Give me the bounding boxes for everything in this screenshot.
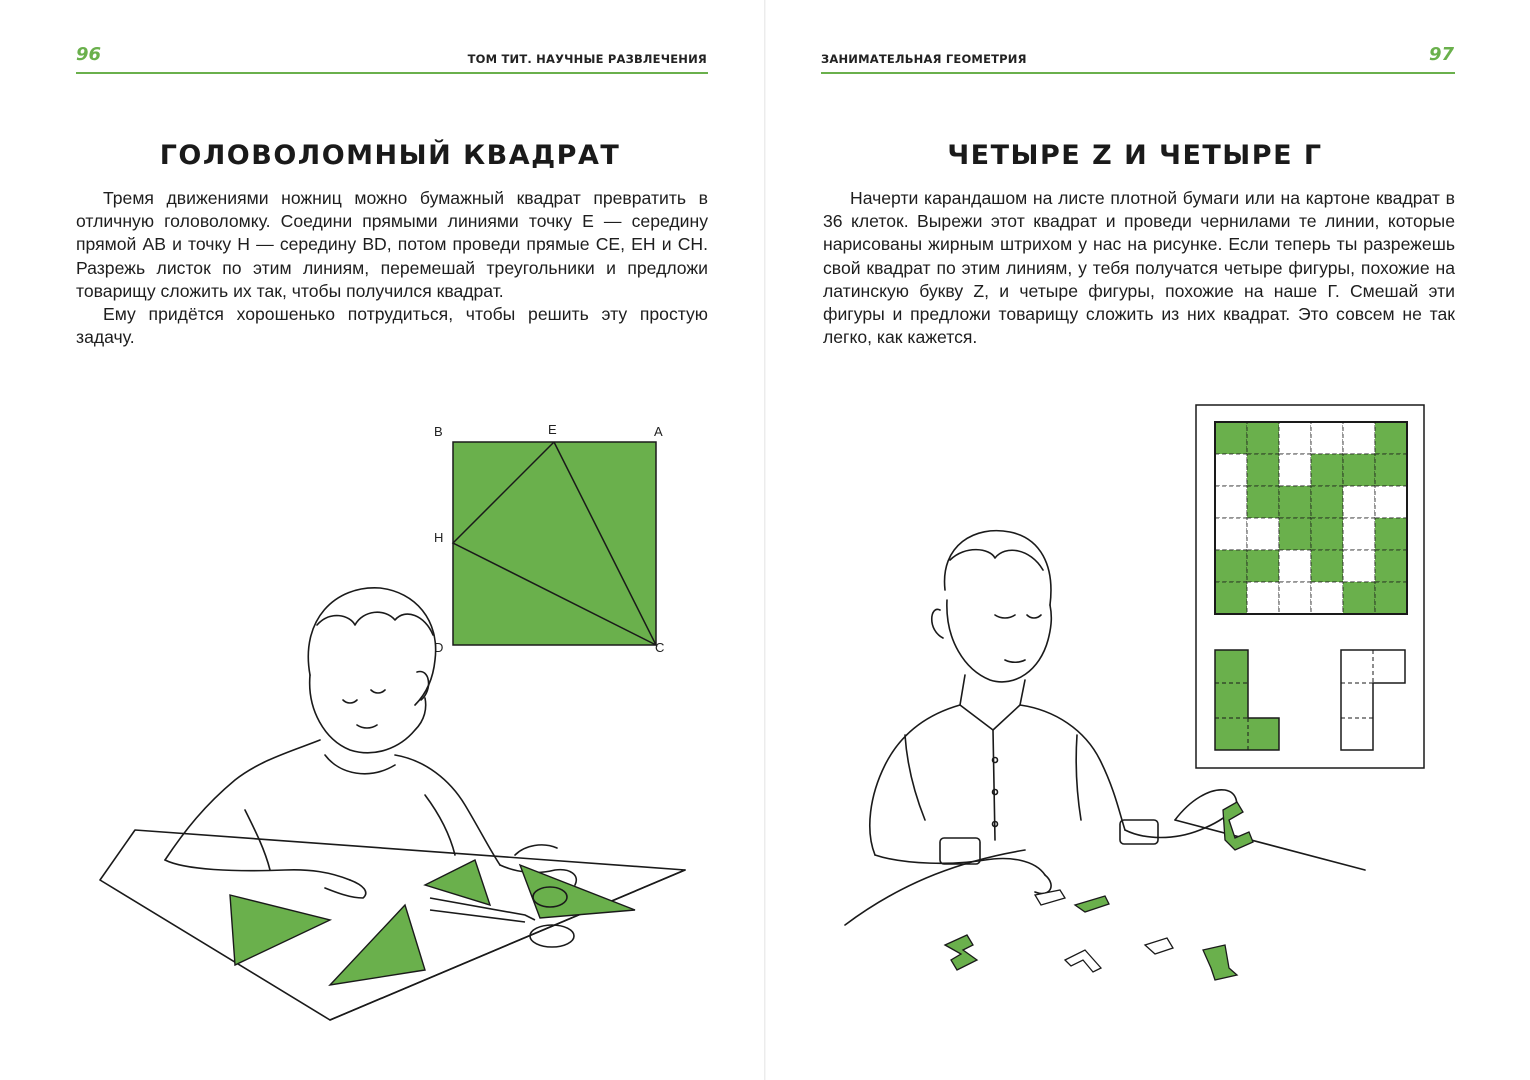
grid-cell bbox=[1375, 582, 1407, 614]
paragraph: Начерти карандашом на листе плотной бумаги или на картоне квадрат в 36 клеток. Вырежи этот квадрат и проведи чернилами те линии, которые нарисованы жирным штрихом у нас на рисунке. Если теперь ты разрежешь свой квадрат по этим линиям, у тебя получатся четыре фигуры, похожие на латинскую букву Z, и четыре фигуры, похожие на наше Г. Смешай эти фигуры и предложи товарищу сложить из них квадрат. Это совсем не так легко, как кажется. bbox=[823, 188, 1455, 348]
boy-with-z-pieces-illustration bbox=[845, 520, 1365, 980]
label-a: A bbox=[654, 424, 663, 439]
boy-with-triangles-illustration bbox=[95, 580, 695, 1025]
grid-cell bbox=[1311, 486, 1343, 518]
label-b: B bbox=[434, 424, 443, 439]
paragraph: Ему придётся хорошенько потрудиться, чтобы решить эту простую задачу. bbox=[76, 304, 708, 348]
label-d: D bbox=[434, 640, 444, 655]
grid-cell bbox=[1215, 486, 1247, 518]
grid-cell bbox=[1343, 422, 1375, 454]
article-body bbox=[76, 187, 708, 349]
grid-cell bbox=[1279, 454, 1311, 486]
grid-cell bbox=[1215, 454, 1247, 486]
header-rule bbox=[76, 72, 708, 74]
article-body bbox=[823, 187, 1455, 349]
header-rule bbox=[821, 72, 1455, 74]
grid-cell bbox=[1375, 518, 1407, 550]
running-head: ТОМ ТИТ. НАУЧНЫЕ РАЗВЛЕЧЕНИЯ bbox=[467, 52, 707, 66]
grid-cell bbox=[1343, 454, 1375, 486]
grid-cell bbox=[1343, 486, 1375, 518]
label-c: C bbox=[655, 640, 665, 655]
paragraph: Тремя движениями ножниц можно бумажный квадрат превратить в отличную головоломку. Соедини прямыми линиями точку E — середину прямой AB и точку H — середину BD, потом проведи прямые CE, EH и CH. Разрежь листок по этим линиям, перемешай треугольники и предложи товарищу сложить их так, чтобы получился квадрат. bbox=[76, 188, 708, 301]
running-head: ЗАНИМАТЕЛЬНАЯ ГЕОМЕТРИЯ bbox=[821, 52, 1027, 66]
grid-cell bbox=[1215, 422, 1247, 454]
grid-cell bbox=[1375, 454, 1407, 486]
grid-cell bbox=[1311, 422, 1343, 454]
page-title: ГОЛОВОЛОМНЫЙ КВАДРАТ bbox=[159, 140, 621, 171]
page-title: ЧЕТЫРЕ Z И ЧЕТЫРЕ Г bbox=[947, 140, 1323, 171]
grid-cell bbox=[1247, 422, 1279, 454]
page-number: 96 bbox=[76, 44, 102, 65]
grid-cell bbox=[1279, 422, 1311, 454]
right-page bbox=[765, 0, 1530, 1080]
label-h: H bbox=[434, 530, 444, 545]
grid-cell bbox=[1375, 550, 1407, 582]
grid-cell bbox=[1247, 454, 1279, 486]
grid-cell bbox=[1311, 454, 1343, 486]
page-number: 97 bbox=[1428, 44, 1454, 65]
grid-cell bbox=[1247, 486, 1279, 518]
label-e: E bbox=[548, 422, 557, 437]
grid-cell bbox=[1279, 486, 1311, 518]
grid-cell bbox=[1375, 422, 1407, 454]
grid-cell bbox=[1375, 486, 1407, 518]
